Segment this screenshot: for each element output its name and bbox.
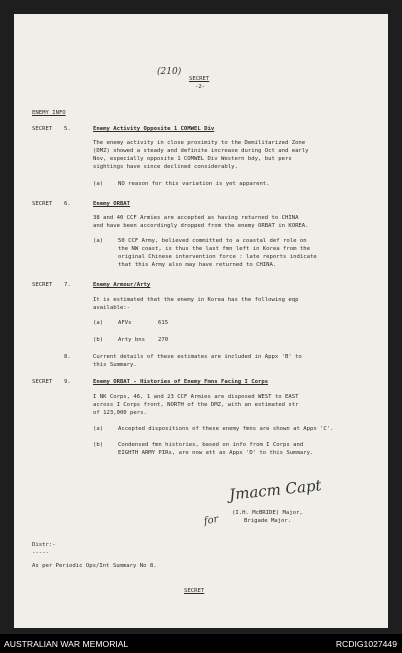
- item-line: 50 CCF Army, believed committed to a coastal def role on: [118, 238, 307, 244]
- header-classification: SECRET: [189, 76, 210, 82]
- para-line: this Summary.: [93, 362, 137, 368]
- para-line: across I Corps front, NORTH of the DMZ, with an estimated str: [93, 402, 299, 408]
- para-line: (DMZ) showed a steady and definite increase during Oct and early: [93, 148, 309, 154]
- footer-classification: SECRET: [184, 588, 205, 594]
- para-number: 9.: [64, 379, 71, 385]
- para-line: and have been accordingly dropped from the enemy ORBAT in KOREA.: [93, 223, 309, 229]
- distribution-label: Distr:-: [32, 542, 56, 548]
- item-name: Arty bns: [118, 337, 145, 343]
- distribution-text: As per Periodic Ops/Int Summary No 8.: [32, 563, 157, 569]
- item-line: Condensed fmn histories, based on info from I Corps and: [118, 442, 304, 448]
- para-number: 8.: [64, 354, 71, 360]
- item-label: (a): [93, 238, 104, 244]
- para-line: It is estimated that the enemy in Korea has the following eqp: [93, 297, 299, 303]
- item-line: the NW coast, is thus the last fmn left in Korea from the: [118, 246, 310, 252]
- para-line: Current details of these estimates are included in Appx 'B' to: [93, 354, 302, 360]
- secret-marker: SECRET: [32, 282, 53, 288]
- para-heading: Enemy Armour/Arty: [93, 282, 151, 288]
- archive-name: AUSTRALIAN WAR MEMORIAL: [4, 639, 129, 649]
- para-line: sightings have since declined considerably.: [93, 164, 238, 170]
- item-line: NO reason for this variation is yet apparent.: [118, 181, 270, 187]
- handwritten-signature: Jmacm Capt: [228, 476, 323, 504]
- item-label: (b): [93, 337, 104, 343]
- item-label: (a): [93, 320, 104, 326]
- para-heading: Enemy Activity Opposite 1 COMWEL Div: [93, 126, 215, 132]
- secret-marker: SECRET: [32, 379, 53, 385]
- para-line: of 123,000 pers.: [93, 410, 147, 416]
- item-label: (a): [93, 426, 104, 432]
- para-heading: Enemy ORBAT - Histories of Enemy Fmns Facing I Corps: [93, 379, 269, 385]
- section-label-enemy-info: ENEMY INFO: [32, 110, 66, 116]
- secret-marker: SECRET: [32, 201, 53, 207]
- distribution-rule: -----: [32, 550, 49, 556]
- para-heading: Enemy ORBAT: [93, 201, 131, 207]
- item-line: original Chinese intervention force : late reports indicate: [118, 254, 317, 260]
- para-number: 7.: [64, 282, 71, 288]
- para-line: 38 and 40 CCF Armies are accepted as having returned to CHINA: [93, 215, 299, 221]
- item-value: 270: [158, 337, 169, 343]
- para-line: The enemy activity in close proximity to the Demilitarized Zone: [93, 140, 306, 146]
- item-line: that this Army also may have returned to CHINA.: [118, 262, 277, 268]
- secret-marker: SECRET: [32, 126, 53, 132]
- signature-for: for: [203, 513, 220, 528]
- item-label: (b): [93, 442, 104, 448]
- para-number: 5.: [64, 126, 71, 132]
- item-name: AFVs: [118, 320, 132, 326]
- para-line: available:-: [93, 305, 131, 311]
- archive-record-id: RCDIG1027449: [335, 639, 397, 649]
- para-number: 6.: [64, 201, 71, 207]
- signatory-name: (I.H. McBRIDE) Major,: [232, 510, 303, 516]
- item-label: (a): [93, 181, 104, 187]
- header-page-number: -2-: [195, 84, 206, 90]
- item-line: Accepted dispositions of these enemy fmns are shown at Appx 'C'.: [118, 426, 334, 432]
- item-value: 615: [158, 320, 169, 326]
- document-page: [14, 14, 388, 628]
- para-line: Nov, especially opposite 1 COMWEL Div Western bdy, but pers: [93, 156, 292, 162]
- signatory-title: Brigade Major.: [244, 518, 292, 524]
- archive-footer-bar: [0, 634, 402, 653]
- para-line: I NK Corps, 46, 1 and 23 CCF Armies are disposed WEST to EAST: [93, 394, 299, 400]
- handwritten-page-number: (210): [157, 67, 182, 77]
- item-line: EIGHTH ARMY PIRs, are now att as Appx 'D' to this Summary.: [118, 450, 314, 456]
